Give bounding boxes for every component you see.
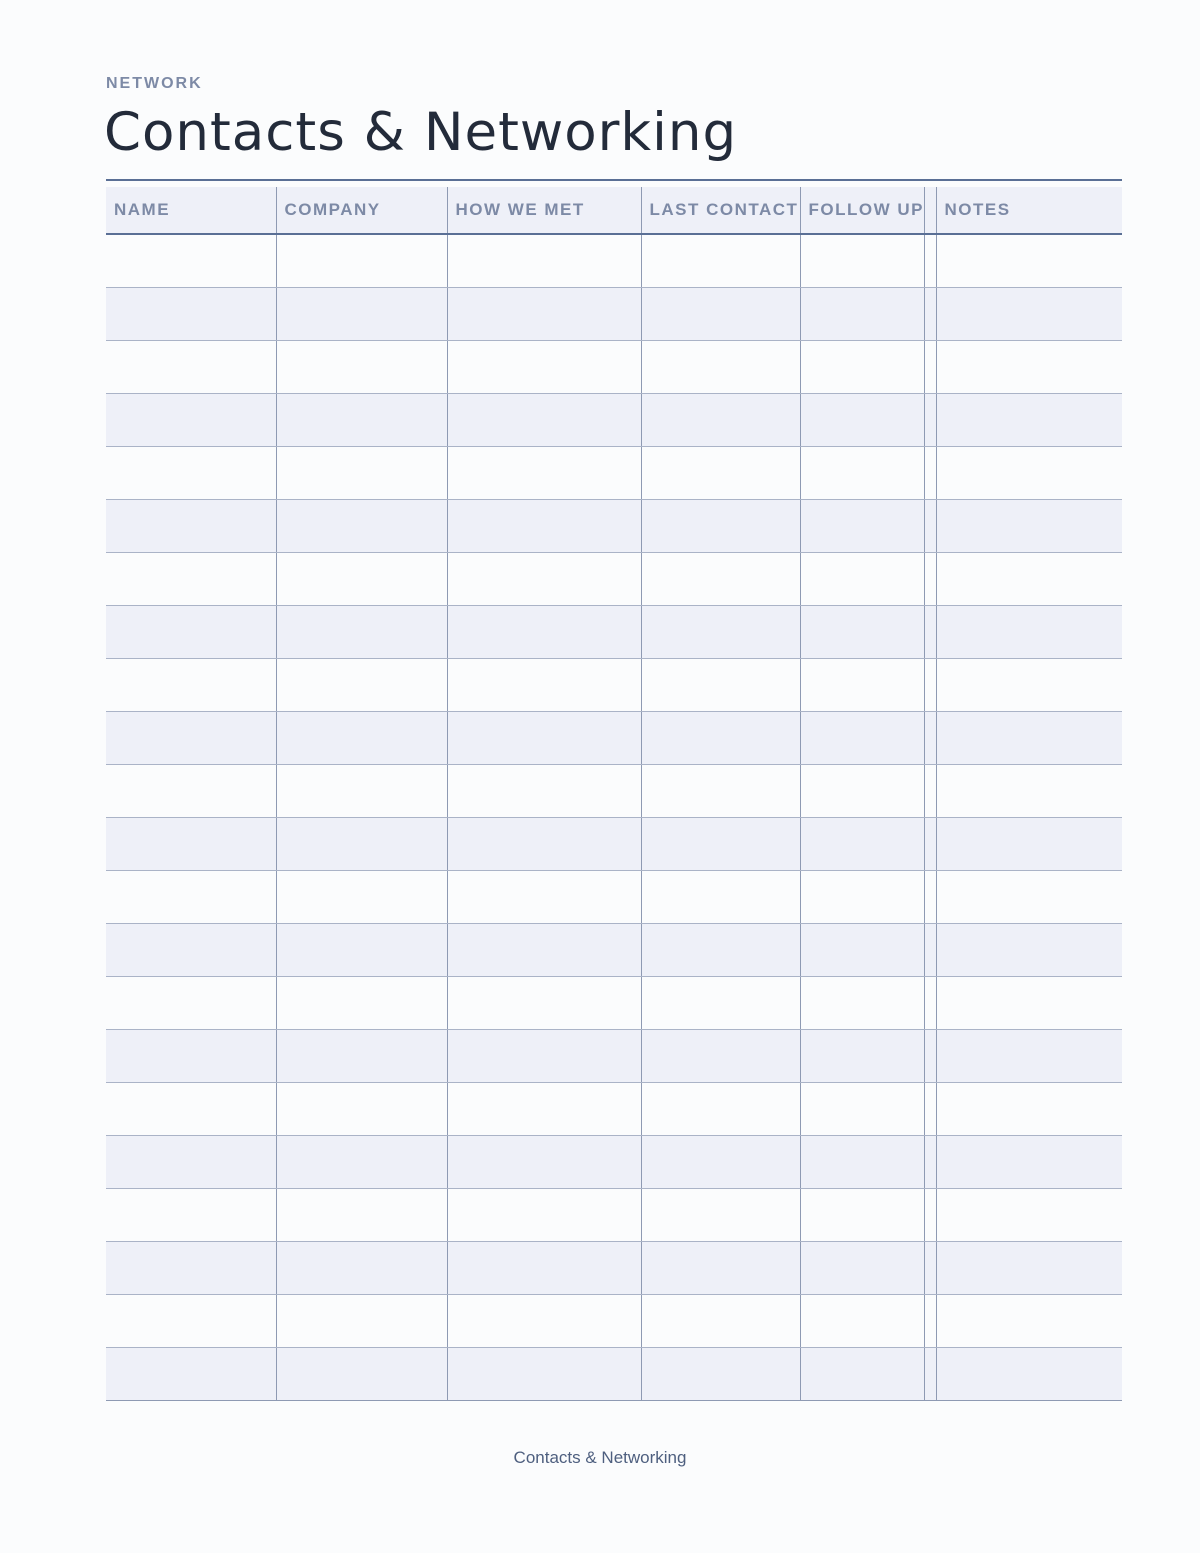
table-row [106,1029,1122,1082]
cell-name[interactable] [106,499,276,552]
table-row [106,923,1122,976]
cell-notes[interactable] [936,605,1122,658]
cell-spacer [924,446,936,499]
cell-follow-up[interactable] [800,1082,924,1135]
cell-name[interactable] [106,605,276,658]
cell-how-we-met[interactable] [447,1082,641,1135]
cell-name[interactable] [106,234,276,287]
cell-company[interactable] [276,340,447,393]
cell-how-we-met[interactable] [447,1241,641,1294]
cell-spacer [924,1188,936,1241]
cell-company[interactable] [276,605,447,658]
cell-notes[interactable] [936,870,1122,923]
column-header-last-contact: LAST CONTACT [641,187,800,234]
cell-company[interactable] [276,976,447,1029]
cell-follow-up[interactable] [800,817,924,870]
cell-company[interactable] [276,658,447,711]
cell-company[interactable] [276,923,447,976]
cell-notes[interactable] [936,1188,1122,1241]
cell-name[interactable] [106,817,276,870]
cell-spacer [924,711,936,764]
cell-name[interactable] [106,976,276,1029]
cell-follow-up[interactable] [800,605,924,658]
column-header-spacer [924,187,936,234]
cell-last-contact[interactable] [641,870,800,923]
table-row [106,711,1122,764]
contacts-table [106,187,1122,1401]
cell-notes[interactable] [936,552,1122,605]
cell-last-contact[interactable] [641,234,800,287]
cell-follow-up[interactable] [800,499,924,552]
cell-how-we-met[interactable] [447,923,641,976]
cell-notes[interactable] [936,1294,1122,1347]
cell-spacer [924,552,936,605]
cell-follow-up[interactable] [800,1347,924,1400]
cell-company[interactable] [276,1188,447,1241]
cell-how-we-met[interactable] [447,552,641,605]
cell-last-contact[interactable] [641,976,800,1029]
cell-notes[interactable] [936,923,1122,976]
cell-notes[interactable] [936,1082,1122,1135]
cell-follow-up[interactable] [800,287,924,340]
table-row [106,1294,1122,1347]
cell-notes[interactable] [936,1347,1122,1400]
cell-company[interactable] [276,1241,447,1294]
cell-follow-up[interactable] [800,1294,924,1347]
cell-how-we-met[interactable] [447,817,641,870]
cell-last-contact[interactable] [641,1241,800,1294]
cell-follow-up[interactable] [800,764,924,817]
cell-spacer [924,1347,936,1400]
table-row [106,764,1122,817]
cell-last-contact[interactable] [641,1082,800,1135]
table-row [106,976,1122,1029]
table-row [106,287,1122,340]
cell-follow-up[interactable] [800,1029,924,1082]
cell-notes[interactable] [936,499,1122,552]
cell-name[interactable] [106,393,276,446]
cell-name[interactable] [106,1188,276,1241]
cell-follow-up[interactable] [800,446,924,499]
cell-how-we-met[interactable] [447,711,641,764]
cell-notes[interactable] [936,1029,1122,1082]
cell-spacer [924,1294,936,1347]
cell-follow-up[interactable] [800,711,924,764]
cell-notes[interactable] [936,817,1122,870]
cell-last-contact[interactable] [641,1294,800,1347]
table-row [106,1135,1122,1188]
cell-name[interactable] [106,1135,276,1188]
cell-spacer [924,234,936,287]
table-row [106,552,1122,605]
cell-follow-up[interactable] [800,923,924,976]
cell-how-we-met[interactable] [447,499,641,552]
cell-follow-up[interactable] [800,234,924,287]
cell-notes[interactable] [936,446,1122,499]
page-title: Contacts & Networking [104,102,738,163]
cell-how-we-met[interactable] [447,393,641,446]
cell-notes[interactable] [936,1135,1122,1188]
cell-last-contact[interactable] [641,552,800,605]
cell-follow-up[interactable] [800,340,924,393]
cell-spacer [924,976,936,1029]
cell-spacer [924,764,936,817]
table-row [106,340,1122,393]
cell-company[interactable] [276,552,447,605]
cell-company[interactable] [276,499,447,552]
cell-spacer [924,1029,936,1082]
table-row [106,1188,1122,1241]
cell-how-we-met[interactable] [447,1347,641,1400]
cell-spacer [924,287,936,340]
cell-follow-up[interactable] [800,552,924,605]
cell-follow-up[interactable] [800,1188,924,1241]
cell-spacer [924,340,936,393]
cell-last-contact[interactable] [641,764,800,817]
cell-notes[interactable] [936,711,1122,764]
cell-company[interactable] [276,817,447,870]
cell-notes[interactable] [936,393,1122,446]
table-header-row [106,187,1122,234]
cell-company[interactable] [276,1135,447,1188]
cell-last-contact[interactable] [641,287,800,340]
cell-name[interactable] [106,1241,276,1294]
title-divider [106,179,1122,181]
cell-how-we-met[interactable] [447,1135,641,1188]
cell-how-we-met[interactable] [447,287,641,340]
cell-last-contact[interactable] [641,393,800,446]
cell-how-we-met[interactable] [447,658,641,711]
table-body [106,234,1122,1400]
cell-spacer [924,393,936,446]
cell-notes[interactable] [936,1241,1122,1294]
cell-company[interactable] [276,393,447,446]
cell-last-contact[interactable] [641,340,800,393]
section-eyebrow: NETWORK [106,75,203,92]
column-header-how-we-met: HOW WE MET [447,187,641,234]
table-row [106,1082,1122,1135]
cell-follow-up[interactable] [800,1241,924,1294]
cell-follow-up[interactable] [800,393,924,446]
column-header-name: NAME [106,187,276,234]
cell-how-we-met[interactable] [447,446,641,499]
cell-last-contact[interactable] [641,1188,800,1241]
cell-last-contact[interactable] [641,499,800,552]
cell-name[interactable] [106,446,276,499]
cell-how-we-met[interactable] [447,870,641,923]
cell-last-contact[interactable] [641,923,800,976]
cell-name[interactable] [106,1082,276,1135]
cell-last-contact[interactable] [641,446,800,499]
contacts-table-container [106,187,1122,1401]
cell-follow-up[interactable] [800,658,924,711]
page-footer: Contacts & Networking [513,1448,687,1467]
table-row [106,1241,1122,1294]
cell-how-we-met[interactable] [447,1294,641,1347]
cell-notes[interactable] [936,658,1122,711]
column-header-notes: NOTES [936,187,1122,234]
cell-name[interactable] [106,870,276,923]
cell-how-we-met[interactable] [447,1029,641,1082]
cell-how-we-met[interactable] [447,976,641,1029]
cell-last-contact[interactable] [641,817,800,870]
cell-company[interactable] [276,1294,447,1347]
cell-spacer [924,1241,936,1294]
cell-how-we-met[interactable] [447,340,641,393]
cell-follow-up[interactable] [800,870,924,923]
table-row [106,499,1122,552]
cell-last-contact[interactable] [641,711,800,764]
cell-company[interactable] [276,870,447,923]
table-row [106,393,1122,446]
cell-company[interactable] [276,1347,447,1400]
cell-last-contact[interactable] [641,1347,800,1400]
cell-name[interactable] [106,1029,276,1082]
table-row [106,234,1122,287]
cell-company[interactable] [276,711,447,764]
cell-spacer [924,499,936,552]
cell-name[interactable] [106,1294,276,1347]
cell-notes[interactable] [936,287,1122,340]
cell-how-we-met[interactable] [447,234,641,287]
cell-spacer [924,605,936,658]
cell-spacer [924,923,936,976]
cell-name[interactable] [106,923,276,976]
cell-name[interactable] [106,711,276,764]
cell-spacer [924,658,936,711]
table-row [106,870,1122,923]
cell-notes[interactable] [936,764,1122,817]
cell-last-contact[interactable] [641,1135,800,1188]
cell-notes[interactable] [936,976,1122,1029]
cell-follow-up[interactable] [800,1135,924,1188]
cell-spacer [924,870,936,923]
cell-company[interactable] [276,446,447,499]
cell-last-contact[interactable] [641,605,800,658]
cell-name[interactable] [106,764,276,817]
cell-spacer [924,817,936,870]
cell-notes[interactable] [936,234,1122,287]
column-header-company: COMPANY [276,187,447,234]
cell-company[interactable] [276,287,447,340]
table-row [106,1347,1122,1400]
cell-company[interactable] [276,764,447,817]
cell-name[interactable] [106,552,276,605]
cell-spacer [924,1135,936,1188]
cell-name[interactable] [106,658,276,711]
cell-follow-up[interactable] [800,976,924,1029]
cell-notes[interactable] [936,340,1122,393]
cell-last-contact[interactable] [641,658,800,711]
cell-how-we-met[interactable] [447,764,641,817]
column-header-follow-up: FOLLOW UP [800,187,924,234]
cell-how-we-met[interactable] [447,605,641,658]
table-row [106,658,1122,711]
cell-company[interactable] [276,234,447,287]
cell-name[interactable] [106,340,276,393]
cell-spacer [924,1082,936,1135]
table-row [106,446,1122,499]
table-row [106,605,1122,658]
table-row [106,817,1122,870]
cell-name[interactable] [106,287,276,340]
cell-company[interactable] [276,1029,447,1082]
cell-company[interactable] [276,1082,447,1135]
cell-name[interactable] [106,1347,276,1400]
cell-how-we-met[interactable] [447,1188,641,1241]
cell-last-contact[interactable] [641,1029,800,1082]
